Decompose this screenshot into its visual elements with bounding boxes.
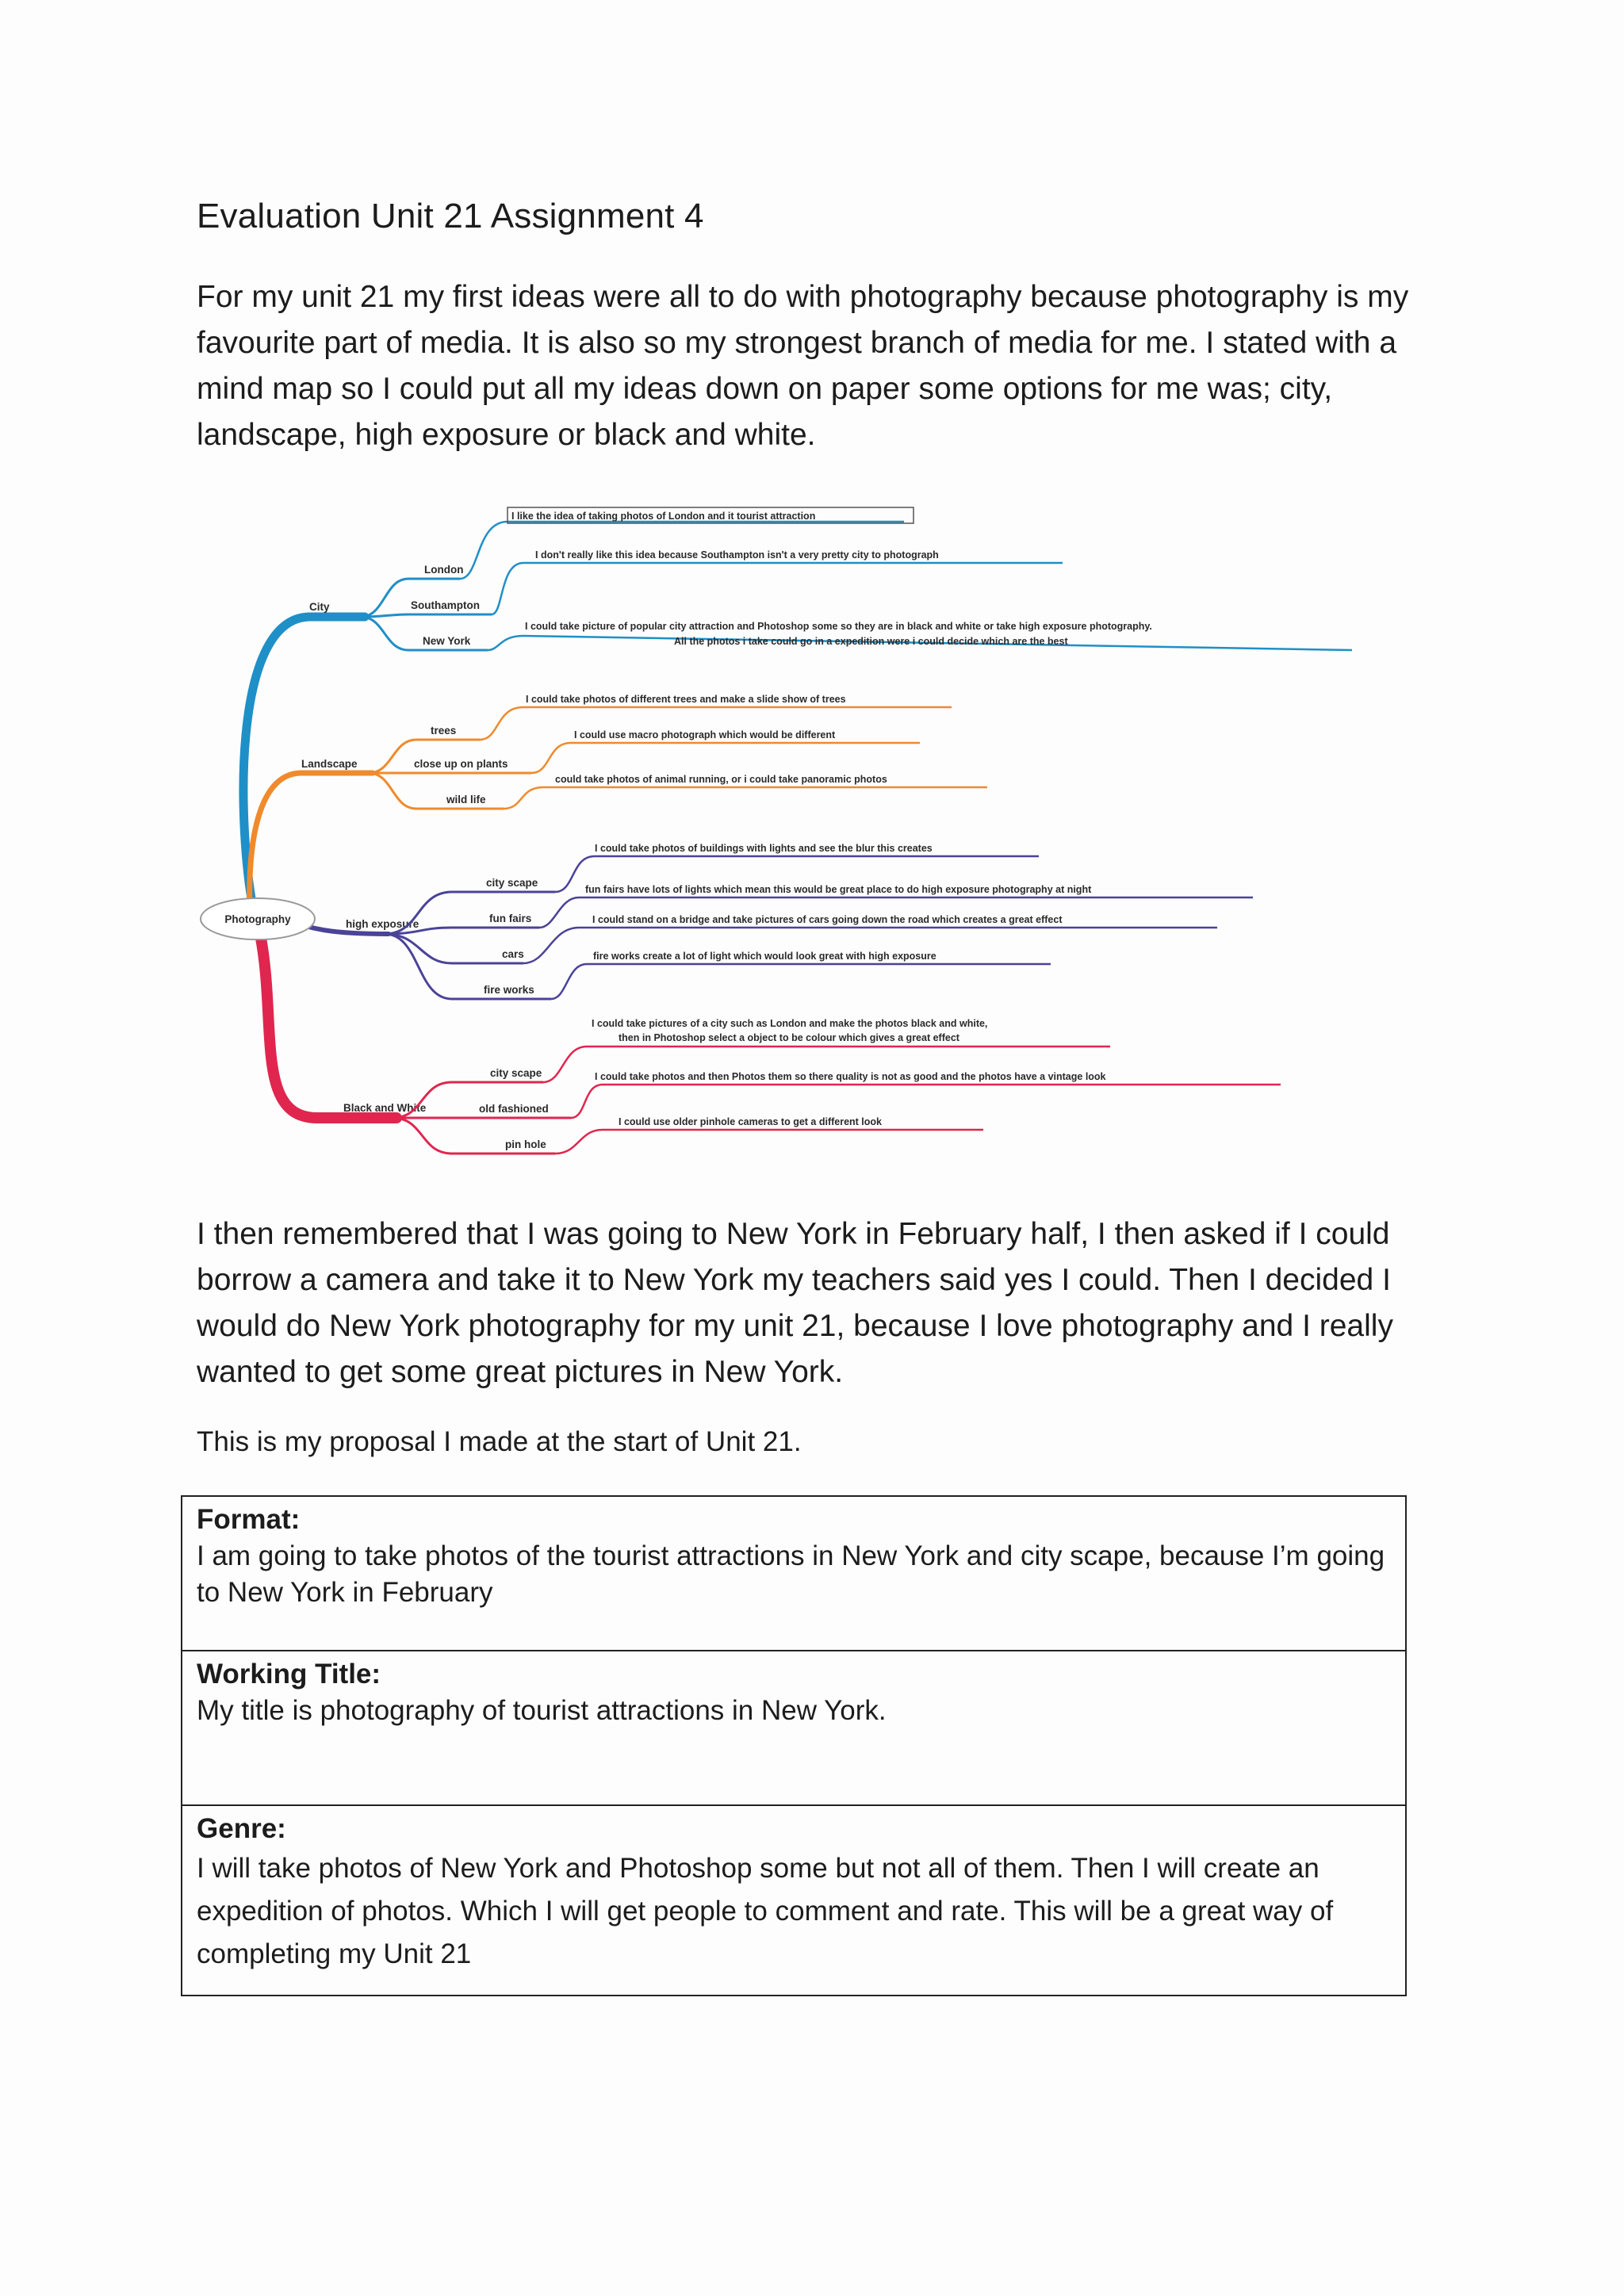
working-title-text: My title is photography of tourist attractions in New York. [197,1695,887,1726]
he-note-cars: I could stand on a bridge and take pictures of cars going down the road which creates a great effect [592,914,1063,925]
bw-note-pinhole: I could use older pinhole cameras to get a different look [619,1116,883,1127]
landscape-note-trees: I could take photos of different trees and make a slide show of trees [526,694,846,705]
proposal-table [181,1495,1407,1996]
bw-trunk [260,934,396,1118]
format-label: Format: [197,1504,301,1535]
center-label: Photography [224,913,291,925]
bw-sub-pinhole: pin hole [505,1138,546,1150]
bw-note-oldfashioned: I could take photos and then Photos them so there quality is not as good and the photos have a vintage look [595,1071,1106,1082]
high-exposure-label: high exposure [346,918,419,930]
he-note-funfairs: fun fairs have lots of lights which mean this would be great place to do high exposure photography at night [585,884,1092,895]
bw-note-cityscape-2: then in Photoshop select a object to be colour which gives a great effect [619,1032,959,1043]
city-note-newyork-2: All the photos i take could go in a expedition were i could decide which are the best [674,636,1068,647]
landscape-note-plants: I could use macro photograph which would be different [574,729,836,740]
bw-sub-cityscape: city scape [490,1067,542,1079]
city-label: City [309,601,330,613]
new-york-paragraph: I then remembered that I was going to New York in February half, I then asked if I could borrow a camera and take it to New York my teachers said yes I could. Then I decided I would do New York photography for my unit 21, because I love photography and I really wanted to get some great pictures in New York. [197,1217,1393,1389]
city-sub-newyork: New York [423,635,471,647]
genre-text: I will take photos of New York and Photoshop some but not all of them. Then I will create an expedition of photos. Which I will get people to comment and rate. This will be a great way of completing my Unit 21 [197,1853,1334,1969]
he-sub-fireworks: fire works [484,984,534,996]
proposal-genre-row [182,1806,1405,1995]
landscape-note-wildlife: could take photos of animal running, or i could take panoramic photos [555,774,887,785]
bw-note-cityscape-1: I could take pictures of a city such as London and make the photos black and white, [592,1018,988,1029]
landscape-sub-trees: trees [431,725,457,737]
he-sub-funfairs: fun fairs [489,913,532,924]
landscape-trunk [250,773,373,912]
city-sub-southampton: Southampton [411,599,480,611]
page-title: Evaluation Unit 21 Assignment 4 [197,197,704,235]
he-note-fireworks: fire works create a lot of light which would look great with high exposure [593,951,936,962]
working-title-label: Working Title: [197,1659,381,1689]
format-text: I am going to take photos of the tourist attractions in New York and city scape, because I’m going to New York in February [197,1540,1385,1608]
intro-paragraph: For my unit 21 my first ideas were all to do with photography because photography is my favourite part of media. It is also so my strongest branch of media for me. I stated with a mind map so I could put all my ideas down on paper some options for me was; city, landscape, high exposure or black and white. [197,280,1409,452]
he-sub-cityscape: city scape [486,877,538,889]
city-note-london: I like the idea of taking photos of London and it tourist attraction [511,511,816,522]
proposal-title-row [182,1651,1405,1806]
city-note-newyork-1: I could take picture of popular city attraction and Photoshop some so they are in black and white or take high exposure photography. [525,621,1152,632]
he-note-cityscape: I could take photos of buildings with lights and see the blur this creates [595,843,933,854]
bw-sub-oldfashioned: old fashioned [479,1103,549,1115]
landscape-sub-plants: close up on plants [414,758,508,770]
landscape-sub-wildlife: wild life [446,794,486,806]
proposal-format-row [182,1497,1405,1651]
city-note-southampton: I don't really like this idea because Southampton isn't a very pretty city to photograph [535,549,939,561]
city-sub-london: London [424,564,464,576]
mind-map-image [190,499,1364,1173]
landscape-label: Landscape [301,758,358,770]
bw-label: Black and White [343,1102,427,1114]
he-sub-cars: cars [502,948,524,960]
genre-label: Genre: [197,1813,286,1844]
proposal-intro: This is my proposal I made at the start of Unit 21. [197,1426,802,1457]
